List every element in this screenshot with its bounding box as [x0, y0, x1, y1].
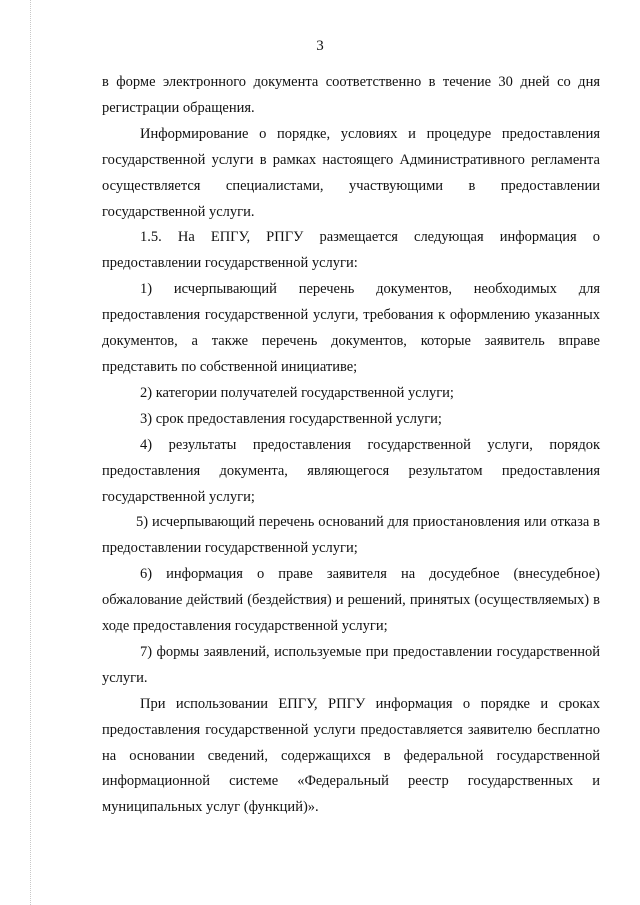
paragraph-section-1-5: 1.5. На ЕПГУ, РПГУ размещается следующая информация о предоставлении государственной услуги: [102, 229, 600, 272]
scan-edge-line [30, 0, 31, 905]
list-item-6: 6) информация о праве заявителя на досудебное (внесудебное) обжалование действий (бездействия) и решений, принятых (осуществляемых) в ходе предоставления государственной услуги; [102, 566, 600, 635]
page-body [102, 70, 600, 821]
paragraph-continuation: в форме электронного документа соответственно в течение 30 дней со дня регистрации обращения. [102, 74, 600, 116]
list-item-3: 3) срок предоставления государственной услуги; [140, 410, 442, 427]
list-item-4: 4) результаты предоставления государственной услуги, порядок предоставления документа, являющегося результатом предоставления государственной услуги; [102, 436, 600, 505]
page-number: 3 [316, 38, 324, 54]
paragraph-informing: Информирование о порядке, условиях и процедуре предоставления государственной услуги в рамках настоящего Административного регламента осуществляется специалистами, участвующими в предоставлении государственной услуги. [102, 125, 600, 220]
list-item-7: 7) формы заявлений, используемые при предоставлении государственной услуги. [102, 643, 600, 686]
list-item-5: 5) исчерпывающий перечень оснований для приостановления или отказа в предоставлении государственной услуги; [102, 514, 600, 557]
paragraph-epgu-usage: При использовании ЕПГУ, РПГУ информация о порядке и сроках предоставления государственной услуги предоставляется заявителю бесплатно на основании сведений, содержащихся в федеральной государственной информационной системе «Федеральный реестр государственных и муниципальных услуг (функций)». [102, 695, 600, 816]
list-item-2: 2) категории получателей государственной услуги; [140, 384, 454, 401]
list-item-1: 1) исчерпывающий перечень документов, необходимых для предоставления государственной услуги, требования к оформлению указанных документов, а также перечень документов, которые заявитель вправе представить по собственной инициативе; [102, 281, 600, 375]
